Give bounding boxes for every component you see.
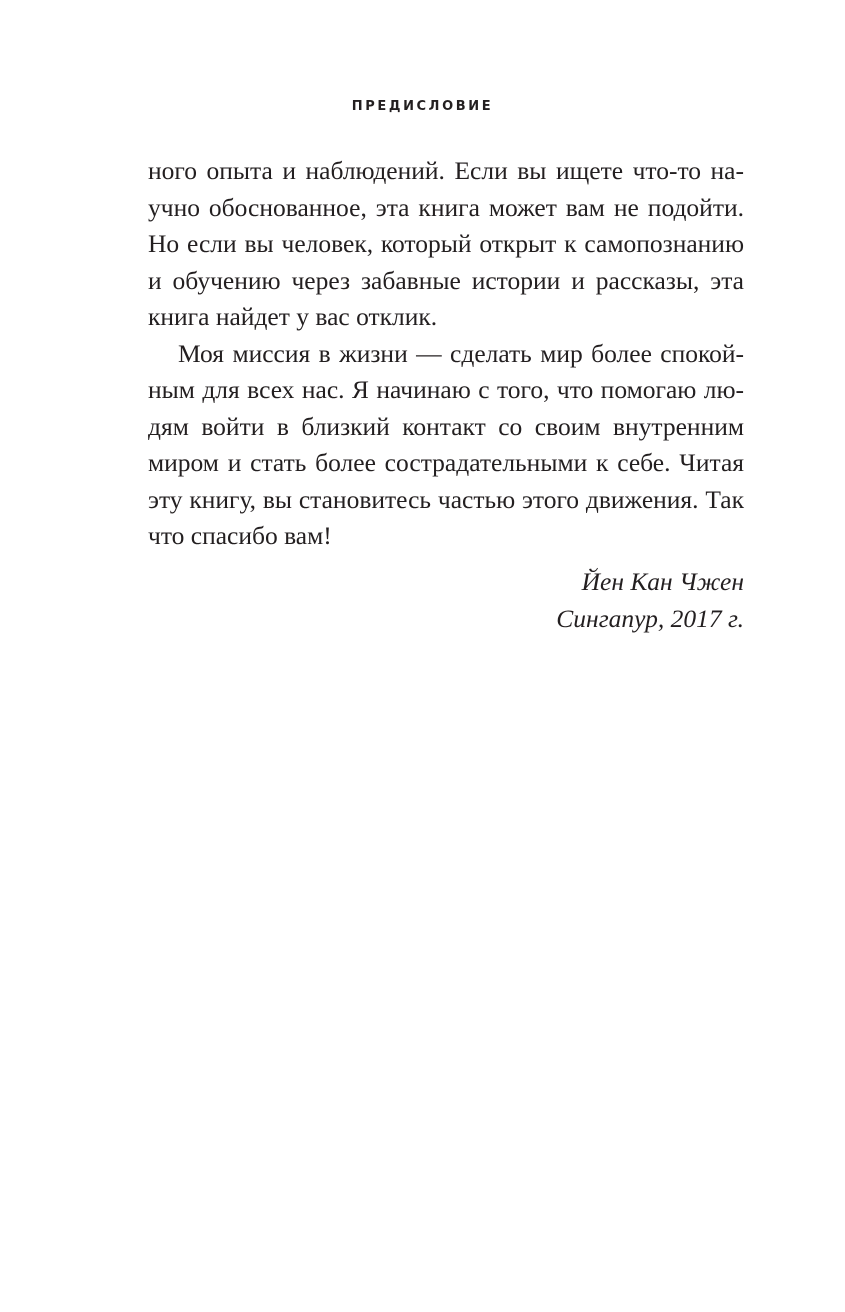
text-line: эту книгу, вы становитесь частью этого движения. Так bbox=[148, 484, 744, 514]
text-line: ным для всех нас. Я начинаю с того, что помогаю лю- bbox=[148, 375, 744, 404]
text-line: Моя миссия в жизни — сделать мир более спокой- bbox=[178, 338, 744, 368]
text-line: книга найдет у вас отклик. bbox=[148, 302, 438, 331]
text-line: ного опыта и наблюдений. Если вы ищете что-то на- bbox=[148, 156, 744, 185]
text-line: что спасибо вам! bbox=[148, 521, 332, 550]
signature-author: Йен Кан Чжен bbox=[581, 567, 744, 596]
text-line: и обучению через забавные истории и рассказы, эта bbox=[148, 265, 744, 295]
text-line: Но если вы человек, который открыт к самопознанию bbox=[148, 229, 744, 258]
signature-place-date: Сингапур, 2017 г. bbox=[556, 603, 744, 633]
text-line: миром и стать более сострадательными к себе. Читая bbox=[148, 448, 744, 477]
text-line: дям войти в близкий контакт со своим внутренним bbox=[148, 411, 744, 441]
text-line: учно обоснованное, эта книга может вам не подойти. bbox=[148, 192, 744, 222]
signature bbox=[344, 564, 744, 637]
paragraph-1 bbox=[148, 153, 744, 336]
running-head: ПРЕДИСЛОВИЕ bbox=[351, 99, 494, 114]
paragraph-2 bbox=[148, 336, 744, 555]
body-text bbox=[148, 153, 744, 555]
